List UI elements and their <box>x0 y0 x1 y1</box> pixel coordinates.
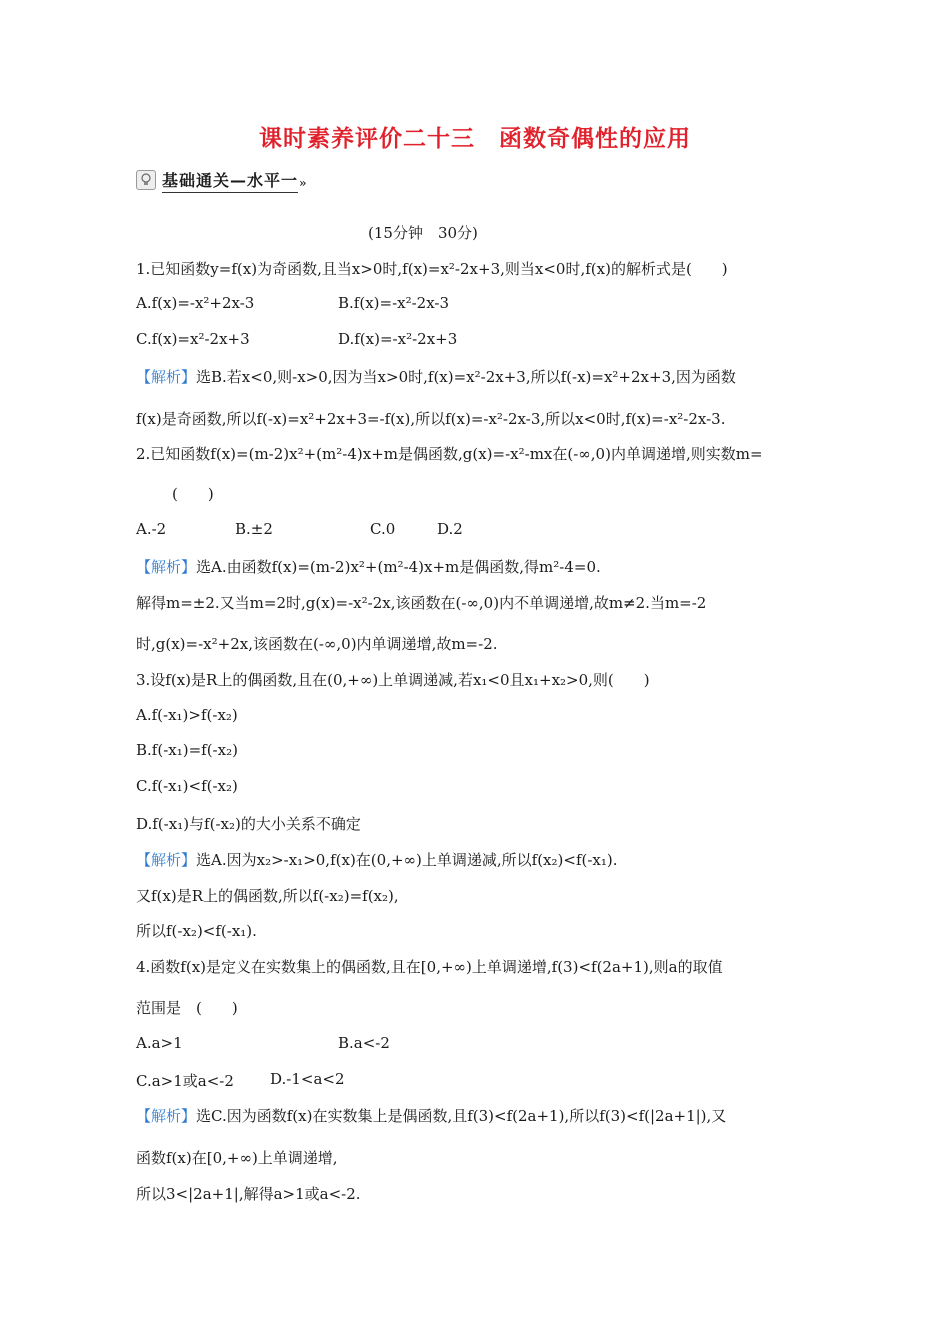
solution-tag: 【解析】 <box>136 368 197 386</box>
q4-solution-line-2: 函数f(x)在[0,+∞)上单调递增, <box>136 1149 338 1167</box>
solution-tag: 【解析】 <box>136 851 197 869</box>
q2-option-d: D.2 <box>437 520 463 538</box>
q3-solution-line-3: 所以f(-x₂)<f(-x₁). <box>136 922 257 940</box>
lightbulb-icon <box>136 170 156 190</box>
solution-tag: 【解析】 <box>136 558 197 576</box>
q2-solution-line-3: 时,g(x)=-x²+2x,该函数在(-∞,0)内单调递增,故m=-2. <box>136 635 498 653</box>
q4-stem-line-1: 4.函数f(x)是定义在实数集上的偶函数,且在[0,+∞)上单调递增,f(3)<f(2a+1),则a的取值 <box>136 958 723 976</box>
q1-stem: 1.已知函数y=f(x)为奇函数,且当x>0时,f(x)=x²-2x+3,则当x<0时,f(x)的解析式是( ) <box>136 260 728 278</box>
q4-solution-line-1: 【解析】选C.因为函数f(x)在实数集上是偶函数,且f(3)<f(2a+1),所以f(3)<f(|2a+1|),又 <box>136 1107 727 1125</box>
section-header <box>136 168 307 192</box>
q1-option-b: B.f(x)=-x²-2x-3 <box>338 294 450 312</box>
q2-solution-line-1: 【解析】选A.由函数f(x)=(m-2)x²+(m²-4)x+m是偶函数,得m²-4=0. <box>136 558 601 576</box>
time-note: (15分钟 30分) <box>368 224 478 242</box>
q2-stem-line-1: 2.已知函数f(x)=(m-2)x²+(m²-4)x+m是偶函数,g(x)=-x²-mx在(-∞,0)内单调递增,则实数m= <box>136 445 763 463</box>
q2-option-b: B.±2 <box>235 520 273 538</box>
chevron-right-icon: » <box>299 176 307 190</box>
q1-option-d: D.f(x)=-x²-2x+3 <box>338 330 458 348</box>
q2-option-c: C.0 <box>370 520 396 538</box>
page-title: 课时素养评价二十三 函数奇偶性的应用 <box>259 126 691 152</box>
q3-option-c: C.f(-x₁)<f(-x₂) <box>136 777 238 795</box>
q4-option-a: A.a>1 <box>136 1034 183 1052</box>
q1-solution-line-2: f(x)是奇函数,所以f(-x)=x²+2x+3=-f(x),所以f(x)=-x²-2x-3,所以x<0时,f(x)=-x²-2x-3. <box>136 410 726 428</box>
q4-solution-line-3: 所以3<|2a+1|,解得a>1或a<-2. <box>136 1185 361 1203</box>
q4-stem-line-2: 范围是 ( ) <box>136 999 238 1017</box>
q2-stem-line-2: ( ) <box>172 485 214 503</box>
q3-solution-line-1: 【解析】选A.因为x₂>-x₁>0,f(x)在(0,+∞)上单调递减,所以f(x₂)<f(-x₁). <box>136 851 618 869</box>
q2-option-a: A.-2 <box>136 520 167 538</box>
q3-option-d: D.f(-x₁)与f(-x₂)的大小关系不确定 <box>136 815 361 833</box>
q4-option-b: B.a<-2 <box>338 1034 390 1052</box>
q3-option-b: B.f(-x₁)=f(-x₂) <box>136 741 238 759</box>
q1-option-a: A.f(x)=-x²+2x-3 <box>136 294 255 312</box>
q1-solution-line-1: 【解析】选B.若x<0,则-x>0,因为当x>0时,f(x)=x²-2x+3,所以f(-x)=x²+2x+3,因为函数 <box>136 368 736 386</box>
q4-option-c: C.a>1或a<-2 <box>136 1072 234 1090</box>
q3-solution-line-2: 又f(x)是R上的偶函数,所以f(-x₂)=f(x₂), <box>136 887 399 905</box>
q3-stem: 3.设f(x)是R上的偶函数,且在(0,+∞)上单调递减,若x₁<0且x₁+x₂>0,则( ) <box>136 671 650 689</box>
q2-solution-line-2: 解得m=±2.又当m=2时,g(x)=-x²-2x,该函数在(-∞,0)内不单调递增,故m≠2.当m=-2 <box>136 594 707 612</box>
q1-option-c: C.f(x)=x²-2x+3 <box>136 330 250 348</box>
section-label: 基础通关—水平一 <box>162 168 298 193</box>
q3-option-a: A.f(-x₁)>f(-x₂) <box>136 706 238 724</box>
solution-tag: 【解析】 <box>136 1107 197 1125</box>
q4-option-d: D.-1<a<2 <box>270 1070 345 1088</box>
